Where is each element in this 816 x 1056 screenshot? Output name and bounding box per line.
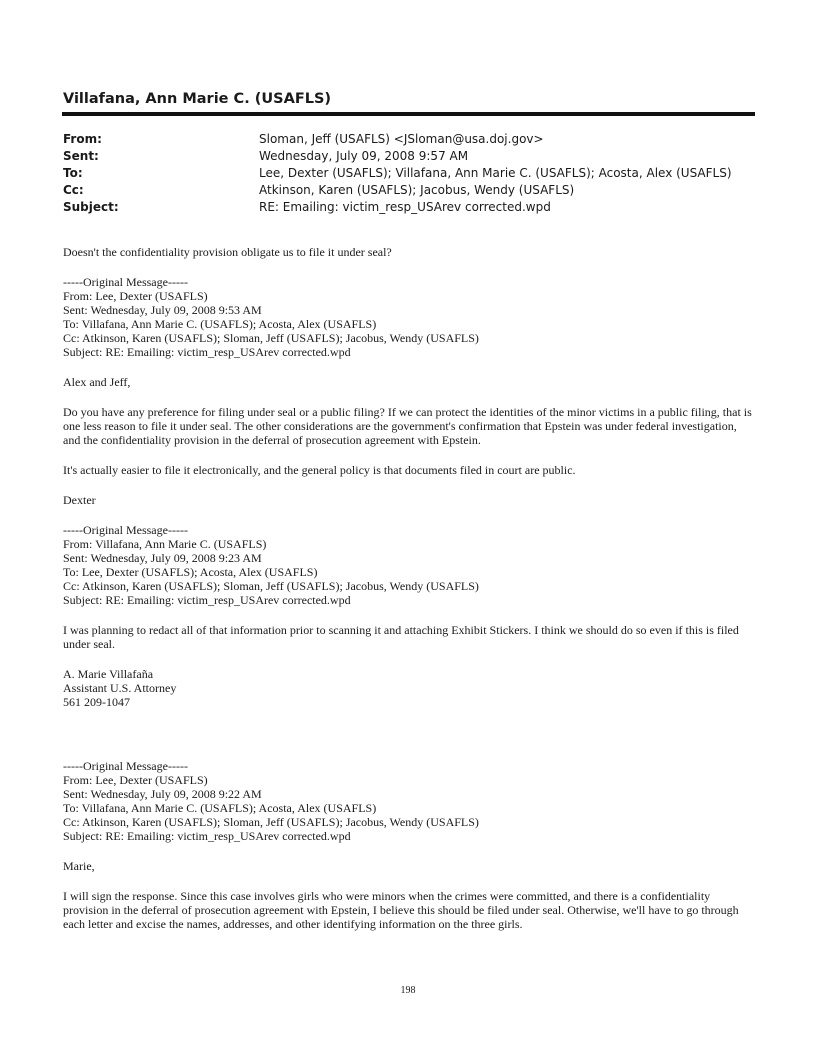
sent-value: Wednesday, July 09, 2008 9:57 AM [259,149,469,163]
orig3-para1: I will sign the response. Since this case involves girls who were minors when the crimes were committed, and there is a confidentiality provision in the deferral of prosecution agreement with Epstein, I believe this should be filed under seal. Otherwise, we'll have to go through each letter and excise the names, addresses, and other identifying information on the three girls. [63,889,739,931]
orig3-marker: -----Original Message----- [63,759,188,773]
orig2-sent: Sent: Wednesday, July 09, 2008 9:23 AM [63,551,262,565]
orig1-signoff: Dexter [63,493,96,507]
orig3-from: From: Lee, Dexter (USAFLS) [63,773,208,787]
orig1-para2: It's actually easier to file it electronically, and the general policy is that documents filed in court are public. [63,463,576,477]
sent-label: Sent: [63,149,99,163]
orig1-para1: Do you have any preference for filing under seal or a public filing? If we can protect the identities of the minor victims in a public filing, that is one less reason to file it under seal. The other considerations are the government's confirmation that Epstein was under federal investigation, and the confidentiality provision in the deferral of prosecution agreement with Epstein. [63,405,752,447]
orig1-greeting: Alex and Jeff, [63,375,131,389]
orig3-cc: Cc: Atkinson, Karen (USAFLS); Sloman, Jeff (USAFLS); Jacobus, Wendy (USAFLS) [63,815,479,829]
from-value: Sloman, Jeff (USAFLS) <JSloman@usa.doj.gov> [259,132,544,146]
to-value: Lee, Dexter (USAFLS); Villafana, Ann Marie C. (USAFLS); Acosta, Alex (USAFLS) [259,166,732,180]
orig2-cc: Cc: Atkinson, Karen (USAFLS); Sloman, Jeff (USAFLS); Jacobus, Wendy (USAFLS) [63,579,479,593]
orig3-to: To: Villafana, Ann Marie C. (USAFLS); Acosta, Alex (USAFLS) [63,801,377,815]
orig1-cc: Cc: Atkinson, Karen (USAFLS); Sloman, Jeff (USAFLS); Jacobus, Wendy (USAFLS) [63,331,479,345]
orig2-sig-name: A. Marie Villafaña [63,667,154,681]
orig1-header [63,275,757,359]
subject-label: Subject: [63,200,119,214]
orig2-header [63,523,757,607]
document-title: Villafana, Ann Marie C. (USAFLS) [63,91,332,107]
orig2-sig-title: Assistant U.S. Attorney [63,681,177,695]
orig1-to: To: Villafana, Ann Marie C. (USAFLS); Acosta, Alex (USAFLS) [63,317,377,331]
orig1-marker: -----Original Message----- [63,275,188,289]
message1-text: Doesn't the confidentiality provision obligate us to file it under seal? [63,245,392,259]
email-header [63,131,763,216]
title-rule [62,112,755,116]
header-subject-row [63,199,763,216]
orig2-to: To: Lee, Dexter (USAFLS); Acosta, Alex (USAFLS) [63,565,318,579]
orig3-greeting: Marie, [63,859,95,873]
orig3-subject: Subject: RE: Emailing: victim_resp_USArev corrected.wpd [63,829,351,843]
orig3-header [63,759,757,843]
orig1-sent: Sent: Wednesday, July 09, 2008 9:53 AM [63,303,262,317]
orig2-subject: Subject: RE: Emailing: victim_resp_USArev corrected.wpd [63,593,351,607]
orig2-from: From: Villafana, Ann Marie C. (USAFLS) [63,537,267,551]
cc-value: Atkinson, Karen (USAFLS); Jacobus, Wendy (USAFLS) [259,183,575,197]
header-cc-row [63,182,763,199]
orig2-sig-phone: 561 209-1047 [63,695,130,709]
orig2-marker: -----Original Message----- [63,523,188,537]
page-number: 198 [400,985,416,996]
header-sent-row [63,148,763,165]
header-from-row [63,131,763,148]
cc-label: Cc: [63,183,84,197]
orig3-sent: Sent: Wednesday, July 09, 2008 9:22 AM [63,787,262,801]
orig1-from: From: Lee, Dexter (USAFLS) [63,289,208,303]
email-body [63,245,757,931]
from-label: From: [63,132,102,146]
orig2-para1: I was planning to redact all of that information prior to scanning it and attaching Exhibit Stickers. I think we should do so even if this is filed under seal. [63,623,739,651]
orig1-subject: Subject: RE: Emailing: victim_resp_USArev corrected.wpd [63,345,351,359]
to-label: To: [63,166,83,180]
header-to-row [63,165,763,182]
subject-value: RE: Emailing: victim_resp_USArev corrected.wpd [259,200,551,214]
